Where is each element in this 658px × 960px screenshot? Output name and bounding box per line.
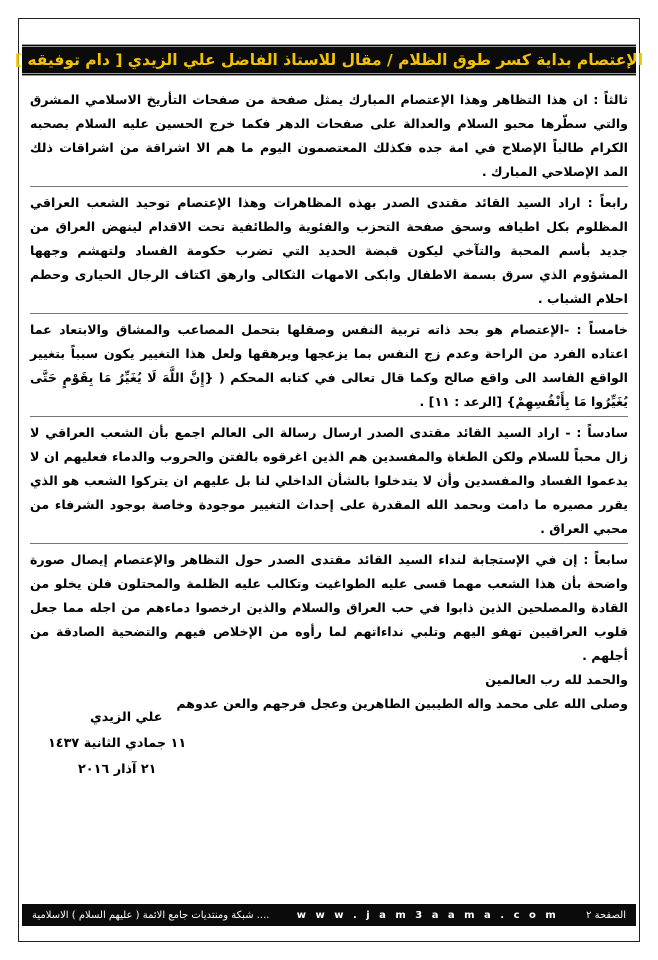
closing-blessing: وصلى الله على محمد واله الطيبين الطاهرين وعجل فرجهم والعن عدوهم <box>176 696 628 711</box>
article-title: الإعتصام بداية كسر طوق الظلام / مقال للاستاذ الفاضل علي الزيدي [ دام توفيقه ] <box>14 51 644 69</box>
gregorian-date: ٢١ آذار ٢٠١٦ <box>78 762 157 777</box>
paragraph-third: ثالثاً : ان هذا التظاهر وهذا الإعتصام المبارك يمثل صفحة من صفحات التأريخ الاسلامي المشرق والتي سطّرها محبو السلام والعدالة على صفحات الدهر فكما خرج الحسين عليه السلام بصحبه الكرام طالباً الإصلاح في امة جده فكذلك المعتصمون اليوم ما هم الا اشراقة من اشراقات ذلك المد الإصلاحي المبارك . <box>30 92 628 179</box>
divider <box>30 313 628 314</box>
article-body <box>30 88 628 716</box>
paragraph-sixth: سادساً : - اراد السيد القائد مقتدى الصدر ارسال رسالة الى العالم اجمع بأن الشعب العراقي لا زال محباً للسلام ولكن الطغاة والمفسدين هم الذين اغرقوه بالفتن والحروب والدماء فعليهم ان لا يدعموا الفساد والمفسدين وأن لا يتدخلوا بالشأن الداخلي لنا بل عليهم ان يتركوا الشعب هو الذي يقرر مصيره ما دامت وبحمد الله المقدرة على إحداث التغيير موجودة وخاصة بوجود الشرفاء من محبي العراق . <box>30 425 628 536</box>
divider <box>30 543 628 544</box>
divider <box>30 186 628 187</box>
page-number: الصفحة ٢ <box>586 909 626 921</box>
closing-praise: والحمد لله رب العالمين <box>485 672 628 687</box>
divider <box>30 416 628 417</box>
author-name: علي الزيدي <box>90 710 163 725</box>
footer-website-link[interactable]: w w w . j a m 3 a a m a . c o m <box>296 909 559 921</box>
paragraph-seventh: سابعاً : إن في الإستجابة لنداء السيد القائد مقتدى الصدر حول التظاهر والإعتصام إيصال صورة واضحة بأن هذا الشعب مهما قسى عليه الطواغيت وتكالب عليه الظلمة والمحتلون فلن يخلو من القادة والمصلحين الذين ذابوا في حب العراق والسلام والذين ارخصوا دماءهم من اجله مما جعل قلوب العراقيين تهفو اليهم وتلبي نداءاتهم لما رأوه من الإخلاص فيهم والتضحية الصادقة من أجلهم . <box>30 552 628 663</box>
paragraph-fourth: رابعاً : اراد السيد القائد مقتدى الصدر بهذه المظاهرات وهذا الإعتصام توحيد الشعب العراقي المظلوم بكل اطيافه وسحق صفحة التحزب والفئوية والطائفية تحت الاقدام لينهض العراق من جديد بأسم المحبة والتآخي ليكون قبضة الحديد التي تضرب حكومة الفساد ولتهشم وجهها المشؤوم الذي سرق بسمة الاطفال وابكى الامهات الثكالى وارهق اكتاف الرجال الحيارى وحطم احلام الشباب . <box>30 195 628 306</box>
hijri-date: ١١ جمادي الثانية ١٤٣٧ <box>48 736 187 751</box>
footer-network: شبكة ومنتديات جامع الائمة ( عليهم السلام ) الاسلامية .... <box>32 909 270 921</box>
paragraph-fifth: خامساً : -الإعتصام هو بحد ذاته تربية النفس وصقلها بتحمل المصاعب والمشاق والابتعاد عما اعتاده الفرد من الراحة وعدم زج النفس بما يزعجها ويرهقها ولعل هذا التغيير يكون سبباً بتغيير الواقع الفاسد الى واقع صالح وكما قال تعالى في كتابه المحكم ( {إِنَّ اللَّهَ لَا يُغَيِّرُ مَا بِقَوْمٍ حَتَّى يُغَيِّرُوا مَا بِأَنْفُسِهِمْ} [الرعد : ١١] . <box>30 322 628 409</box>
signature-block <box>48 705 186 783</box>
title-bar <box>14 44 644 76</box>
footer-bar <box>22 904 636 926</box>
